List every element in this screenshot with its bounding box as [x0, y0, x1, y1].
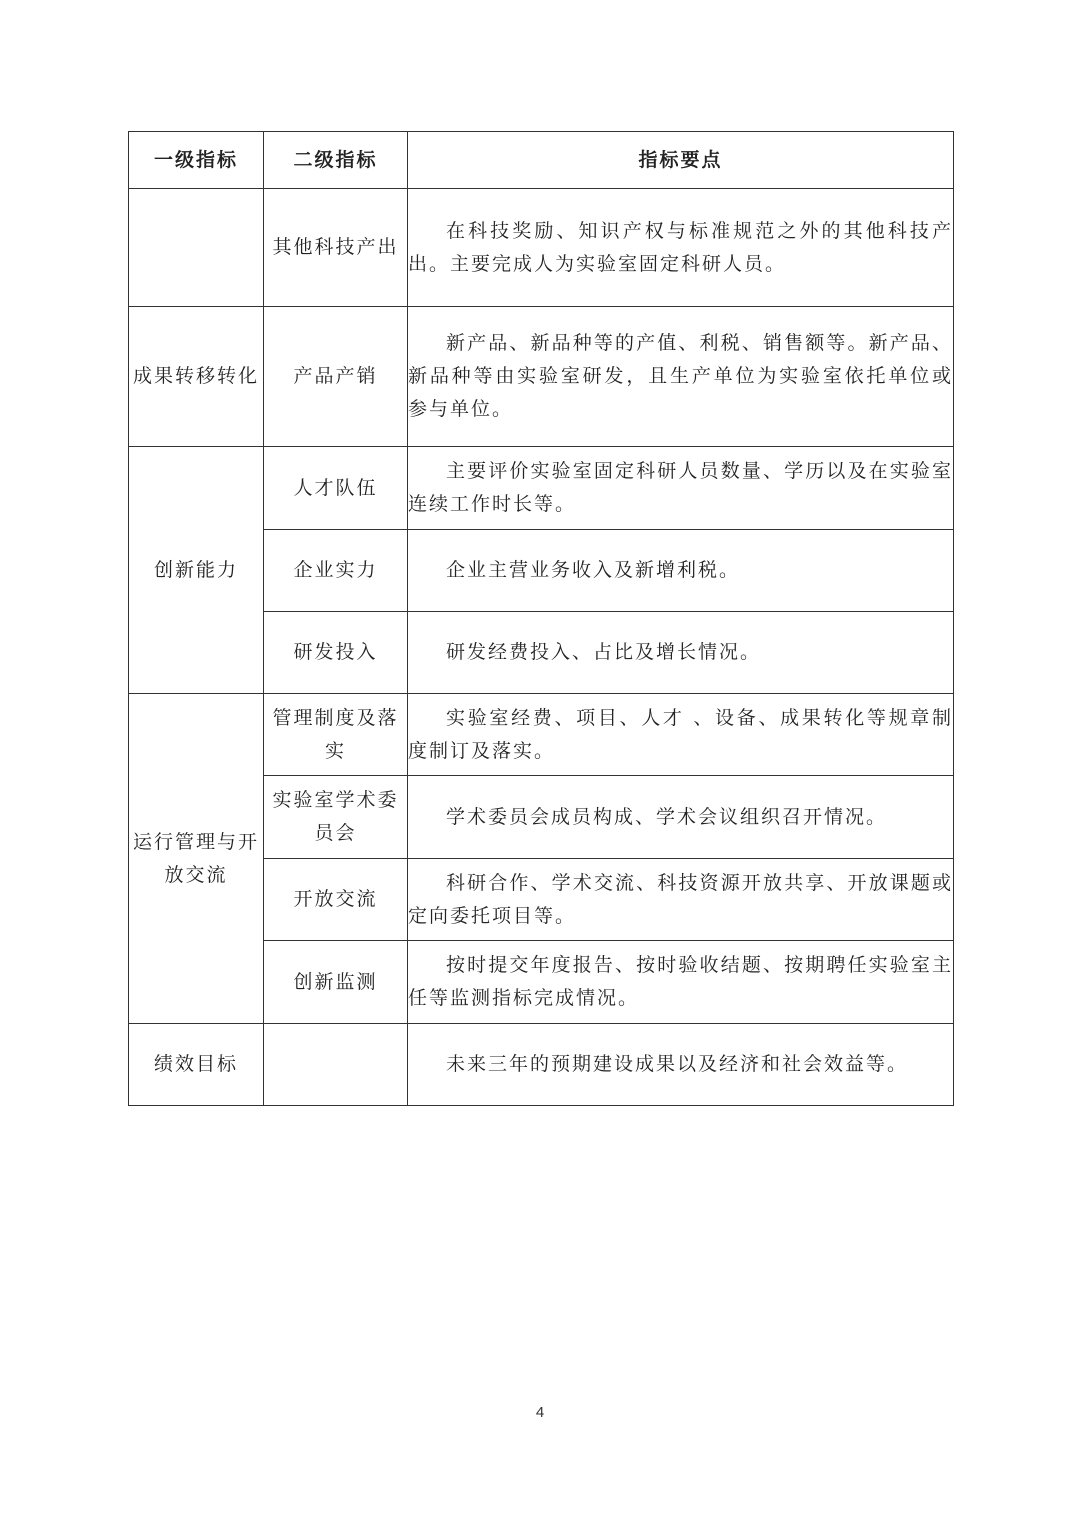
points-text: 新产品、新品种等的产值、利税、销售额等。新产品、新品种等由实验室研发，且生产单位为实验室依托单位或参与单位。: [408, 332, 953, 420]
points-text: 未来三年的预期建设成果以及经济和社会效益等。: [446, 1053, 909, 1075]
page-number: 4: [535, 1404, 545, 1421]
points-text: 主要评价实验室固定科研人员数量、学历以及在实验室连续工作时长等。: [408, 460, 953, 515]
points-cell: [408, 307, 954, 447]
points-text: 研发经费投入、占比及增长情况。: [446, 641, 762, 663]
points-text: 按时提交年度报告、按时验收结题、按期聘任实验室主任等监测指标完成情况。: [408, 954, 953, 1009]
level2-cell: 企业实力: [264, 530, 408, 612]
table-row: [129, 1024, 954, 1106]
points-cell: [408, 1024, 954, 1106]
header-level1: 一级指标: [129, 132, 264, 189]
points-text: 科研合作、学术交流、科技资源开放共享、开放课题或定向委托项目等。: [408, 871, 953, 927]
level2-cell: 管理制度及落实: [264, 694, 408, 776]
points-text: 实验室经费、项目、人才 、设备、成果转化等规章制度制订及落实。: [408, 706, 953, 762]
points-text: 学术委员会成员构成、学术会议组织召开情况。: [446, 805, 888, 828]
points-cell: [408, 530, 954, 612]
level1-cell: 运行管理与开放交流: [129, 694, 264, 1024]
points-cell: [408, 776, 954, 859]
points-cell: [408, 612, 954, 694]
points-cell: [408, 941, 954, 1024]
level2-cell: 创新监测: [264, 941, 408, 1024]
points-cell: [408, 694, 954, 776]
header-points: 指标要点: [408, 132, 954, 189]
level2-cell-empty: [264, 1024, 408, 1106]
points-cell: [408, 189, 954, 307]
table-header-row: [129, 132, 954, 189]
level1-cell: 绩效目标: [129, 1024, 264, 1106]
level2-cell: 人才队伍: [264, 447, 408, 530]
level2-cell: 研发投入: [264, 612, 408, 694]
level1-cell: 创新能力: [129, 447, 264, 694]
level2-cell: 实验室学术委员会: [264, 776, 408, 859]
level2-cell: 开放交流: [264, 859, 408, 941]
header-level2: 二级指标: [264, 132, 408, 189]
table-row: [129, 694, 954, 776]
table-row: [129, 447, 954, 530]
table-row: [129, 307, 954, 447]
points-text: 企业主营业务收入及新增利税。: [446, 559, 741, 581]
level1-cell-empty: [129, 189, 264, 307]
level1-cell: 成果转移转化: [129, 307, 264, 447]
indicator-table: [128, 131, 954, 1106]
points-cell: [408, 859, 954, 941]
level2-cell: 其他科技产出: [264, 189, 408, 307]
points-cell: [408, 447, 954, 530]
points-text: 在科技奖励、知识产权与标准规范之外的其他科技产出。主要完成人为实验室固定科研人员。: [408, 219, 953, 275]
level2-cell: 产品产销: [264, 307, 408, 447]
table-row: [129, 189, 954, 307]
